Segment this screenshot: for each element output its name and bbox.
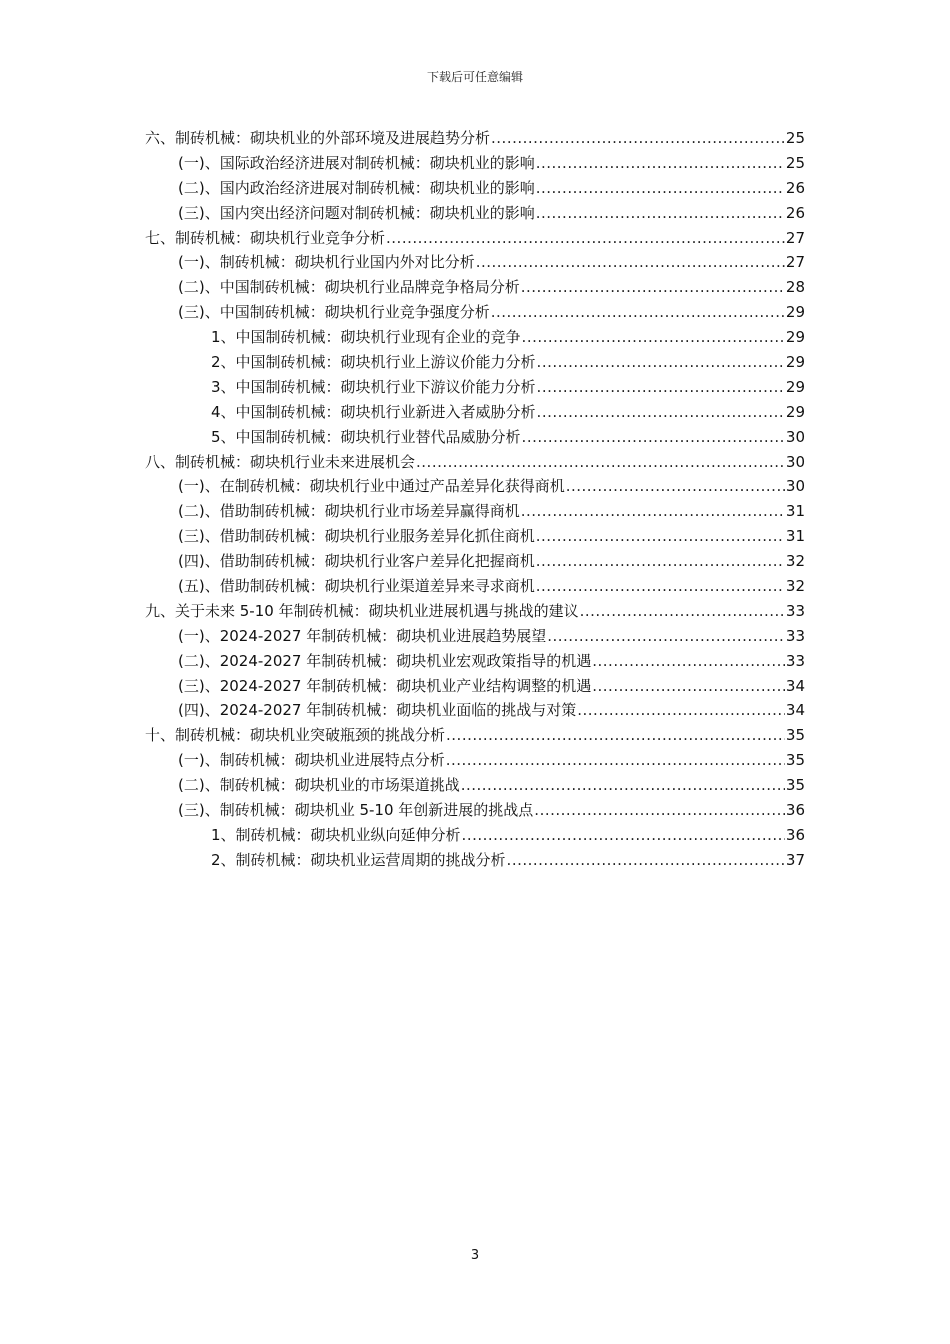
toc-entry[interactable] <box>145 624 805 649</box>
toc-entry-title: (一)、2024-2027 年制砖机械：砌块机业进展趋势展望 <box>178 626 547 645</box>
toc-entry-page: 30 <box>785 427 805 446</box>
toc-dot-leader <box>536 524 785 549</box>
toc-entry-page: 31 <box>785 527 805 546</box>
toc-dot-leader <box>536 176 785 201</box>
toc-entry[interactable] <box>145 400 805 425</box>
toc-entry[interactable] <box>145 499 805 524</box>
toc-entry-page: 35 <box>785 776 805 795</box>
toc-entry-page: 30 <box>785 477 805 496</box>
toc-entry-title: (五)、借助制砖机械：砌块机行业渠道差异来寻求商机 <box>178 577 535 596</box>
toc-dot-leader <box>592 649 785 674</box>
toc-entry-title: (二)、2024-2027 年制砖机械：砌块机业宏观政策指导的机遇 <box>178 651 592 670</box>
toc-entry-title: 1、制砖机械：砌块机业纵向延伸分析 <box>211 825 461 844</box>
toc-entry[interactable] <box>145 201 805 226</box>
toc-entry[interactable] <box>145 474 805 499</box>
toc-entry[interactable] <box>145 425 805 450</box>
toc-entry-page: 35 <box>785 751 805 770</box>
toc-entry[interactable] <box>145 748 805 773</box>
toc-dot-leader <box>446 748 785 773</box>
page-header: 下载后可任意编辑 <box>426 70 523 84</box>
toc-entry[interactable] <box>145 151 805 176</box>
toc-entry-page: 25 <box>785 153 805 172</box>
toc-entry-title: 4、中国制砖机械：砌块机行业新进入者威胁分析 <box>211 402 536 421</box>
toc-entry-page: 32 <box>785 577 805 596</box>
toc-entry[interactable] <box>145 226 805 251</box>
toc-entry-page: 26 <box>785 178 805 197</box>
toc-entry[interactable] <box>145 848 805 873</box>
toc-dot-leader <box>534 798 785 823</box>
toc-entry[interactable] <box>145 126 805 151</box>
toc-entry-title: (一)、制砖机械：砌块机业进展特点分析 <box>178 751 445 770</box>
toc-entry-page: 32 <box>785 552 805 571</box>
toc-entry-title: (四)、借助制砖机械：砌块机行业客户差异化把握商机 <box>178 552 535 571</box>
toc-dot-leader <box>462 823 785 848</box>
toc-dot-leader <box>522 425 785 450</box>
toc-dot-leader <box>592 674 785 699</box>
toc-entry-page: 29 <box>785 402 805 421</box>
toc-entry-page: 33 <box>785 601 805 620</box>
toc-entry-title: 八、制砖机械：砌块机行业未来进展机会 <box>145 452 416 471</box>
toc-entry[interactable] <box>145 325 805 350</box>
toc-entry-title: 七、制砖机械：砌块机行业竞争分析 <box>145 228 386 247</box>
toc-dot-leader <box>580 599 785 624</box>
toc-dot-leader <box>491 126 785 151</box>
toc-dot-leader <box>547 624 785 649</box>
toc-dot-leader <box>416 450 785 475</box>
toc-entry[interactable] <box>145 574 805 599</box>
toc-dot-leader <box>577 698 785 723</box>
toc-entry[interactable] <box>145 300 805 325</box>
toc-dot-leader <box>461 773 785 798</box>
table-of-contents <box>145 126 805 873</box>
toc-entry-title: (二)、国内政治经济进展对制砖机械：砌块机业的影响 <box>178 178 535 197</box>
toc-entry-title: (三)、制砖机械：砌块机业 5-10 年创新进展的挑战点 <box>178 801 534 820</box>
toc-dot-leader <box>536 151 785 176</box>
toc-entry[interactable] <box>145 674 805 699</box>
toc-dot-leader <box>521 499 785 524</box>
toc-entry-page: 25 <box>785 129 805 147</box>
toc-dot-leader <box>536 549 785 574</box>
toc-entry-title: 5、中国制砖机械：砌块机行业替代品威胁分析 <box>211 427 521 446</box>
toc-entry-title: 十、制砖机械：砌块机业突破瓶颈的挑战分析 <box>145 726 446 745</box>
toc-entry-title: (三)、借助制砖机械：砌块机行业服务差异化抓住商机 <box>178 527 535 546</box>
toc-entry[interactable] <box>145 798 805 823</box>
toc-entry-page: 31 <box>785 502 805 521</box>
toc-dot-leader <box>521 275 785 300</box>
toc-entry-title: (一)、制砖机械：砌块机行业国内外对比分析 <box>178 253 475 272</box>
toc-dot-leader <box>491 300 785 325</box>
toc-entry[interactable] <box>145 524 805 549</box>
toc-entry-title: 3、中国制砖机械：砌块机行业下游议价能力分析 <box>211 377 536 396</box>
toc-entry[interactable] <box>145 549 805 574</box>
toc-entry[interactable] <box>145 823 805 848</box>
toc-entry-page: 37 <box>785 850 805 869</box>
toc-entry-title: (一)、在制砖机械：砌块机行业中通过产品差异化获得商机 <box>178 477 565 496</box>
toc-entry-title: 2、中国制砖机械：砌块机行业上游议价能力分析 <box>211 353 536 372</box>
toc-entry-page: 33 <box>785 626 805 645</box>
toc-entry-title: (三)、国内突出经济问题对制砖机械：砌块机业的影响 <box>178 203 535 222</box>
toc-entry-page: 27 <box>785 228 805 247</box>
toc-entry-title: (四)、2024-2027 年制砖机械：砌块机业面临的挑战与对策 <box>178 701 577 720</box>
toc-entry-page: 30 <box>785 452 805 471</box>
toc-entry-page: 33 <box>785 651 805 670</box>
toc-entry[interactable] <box>145 649 805 674</box>
toc-entry-title: (三)、中国制砖机械：砌块机行业竞争强度分析 <box>178 303 490 322</box>
toc-entry-title: (二)、制砖机械：砌块机业的市场渠道挑战 <box>178 776 460 795</box>
toc-entry[interactable] <box>145 450 805 475</box>
toc-entry-page: 36 <box>785 825 805 844</box>
toc-entry-title: (三)、2024-2027 年制砖机械：砌块机业产业结构调整的机遇 <box>178 676 592 695</box>
toc-dot-leader <box>537 350 785 375</box>
toc-entry[interactable] <box>145 250 805 275</box>
toc-entry-page: 28 <box>785 278 805 297</box>
toc-entry-page: 27 <box>785 253 805 272</box>
toc-entry-title: 九、关于未来 5-10 年制砖机械：砌块机业进展机遇与挑战的建议 <box>145 601 579 620</box>
toc-entry-title: 1、中国制砖机械：砌块机行业现有企业的竞争 <box>211 328 521 347</box>
toc-entry[interactable] <box>145 275 805 300</box>
toc-entry-page: 34 <box>785 701 805 720</box>
toc-entry[interactable] <box>145 723 805 748</box>
toc-dot-leader <box>507 848 785 873</box>
toc-dot-leader <box>537 375 785 400</box>
toc-entry-page: 26 <box>785 203 805 222</box>
toc-entry[interactable] <box>145 375 805 400</box>
toc-entry-title: (一)、国际政治经济进展对制砖机械：砌块机业的影响 <box>178 153 535 172</box>
toc-dot-leader <box>522 325 785 350</box>
toc-entry-page: 29 <box>785 377 805 396</box>
toc-entry-title: (二)、借助制砖机械：砌块机行业市场差异赢得商机 <box>178 502 520 521</box>
toc-dot-leader <box>536 574 785 599</box>
toc-entry[interactable] <box>145 350 805 375</box>
toc-entry-title: (二)、中国制砖机械：砌块机行业品牌竞争格局分析 <box>178 278 520 297</box>
toc-entry-page: 36 <box>785 801 805 820</box>
toc-entry-page: 34 <box>785 676 805 695</box>
toc-dot-leader <box>537 400 785 425</box>
toc-dot-leader <box>476 250 785 275</box>
page-number: 3 <box>470 1248 480 1263</box>
toc-dot-leader <box>386 226 785 251</box>
toc-entry-title: 2、制砖机械：砌块机业运营周期的挑战分析 <box>211 850 506 869</box>
toc-dot-leader <box>446 723 785 748</box>
toc-entry[interactable] <box>145 698 805 723</box>
toc-entry[interactable] <box>145 773 805 798</box>
toc-entry-page: 29 <box>785 303 805 322</box>
toc-entry-page: 35 <box>785 726 805 745</box>
toc-entry-title: 六、制砖机械：砌块机业的外部环境及进展趋势分析 <box>145 129 491 147</box>
toc-entry[interactable] <box>145 176 805 201</box>
toc-entry-page: 29 <box>785 353 805 372</box>
toc-entry[interactable] <box>145 599 805 624</box>
toc-dot-leader <box>566 474 785 499</box>
toc-dot-leader <box>536 201 785 226</box>
toc-entry-page: 29 <box>785 328 805 347</box>
